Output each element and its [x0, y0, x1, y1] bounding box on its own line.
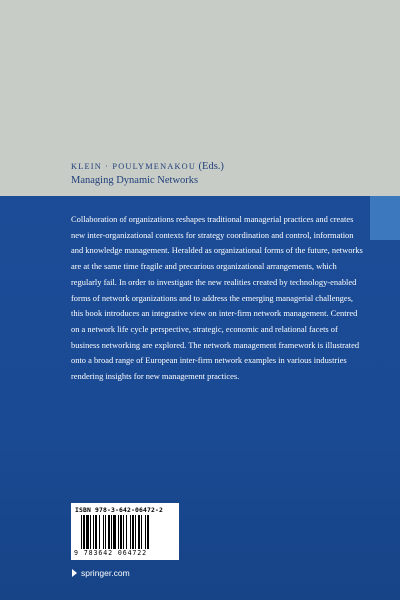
barcode-bar [81, 515, 82, 549]
barcode-bar [103, 515, 104, 549]
barcode-bar [132, 515, 134, 549]
barcode-bar [130, 515, 131, 549]
barcode-bar [120, 515, 122, 549]
barcode-bar [108, 515, 110, 549]
barcode-bar [95, 515, 97, 549]
barcode-bar [147, 515, 149, 549]
barcode-bar [113, 515, 116, 549]
barcode-bar [86, 515, 89, 549]
barcode-bar [138, 515, 140, 549]
publisher-url: springer.com [81, 568, 130, 578]
book-credits [71, 160, 224, 188]
barcode-bar [145, 515, 146, 549]
barcode-box [71, 503, 179, 560]
chevron-right-icon [71, 569, 78, 577]
accent-tab [370, 196, 400, 240]
ean-digits: 9 783642 064722 [74, 549, 148, 557]
isbn-label: ISBN 978-3-642-06472-2 [75, 506, 163, 514]
authors: KLEIN · POULYMENAKOU [71, 162, 197, 171]
barcode-bar [123, 515, 124, 549]
barcode-bar [90, 515, 91, 549]
barcode-bar [105, 515, 106, 549]
barcode-bar [93, 515, 94, 549]
barcode-bar [99, 515, 100, 549]
barcode-bar [126, 515, 127, 549]
back-cover-blurb: Collaboration of organizations reshapes traditional managerial practices and creates new inter-organizational contexts for strategy coordination and control, information and knowledge management. Heralded as organizational forms of the future, networks are at the same time fragile and precarious organizational arrangements, which regularly fail. In order to investigate the new realities created by technology-enabled forms of network organizations and to address the emerging managerial challenges, this book introduces an integrative view on inter-firm network management. Centred on a network life cycle perspective, strategic, economic and relational facets of business networking are explored. The network management framework is illustrated onto a broad range of European inter-firm network examples in various industries rendering insights for new management practices. [71, 214, 363, 382]
editors-suffix: (Eds.) [198, 161, 224, 172]
barcode-bar [118, 515, 119, 549]
barcode-bar [111, 515, 112, 549]
barcode-bar [141, 515, 142, 549]
barcode-bars [81, 515, 175, 549]
book-title: Managing Dynamic Networks [71, 175, 199, 186]
barcode-bar [135, 515, 136, 549]
publisher-link[interactable] [71, 568, 130, 578]
barcode-bar [83, 515, 85, 549]
